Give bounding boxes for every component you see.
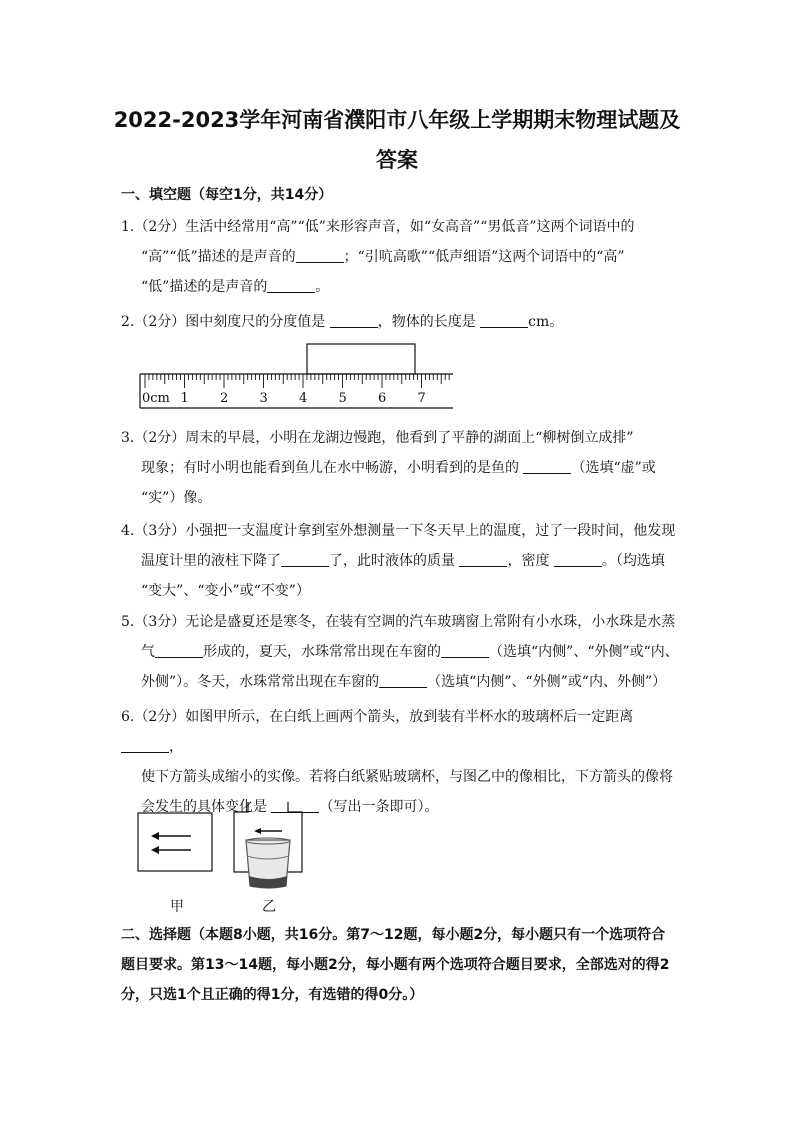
q1-line-3	[121, 272, 681, 302]
question-5	[121, 607, 681, 697]
caption-yi: 乙	[262, 899, 276, 915]
ruler-label: 1	[180, 391, 189, 406]
q6-blank-1	[121, 738, 169, 753]
q5-text-3a: 外侧”）。冬天，水珠常常出现在车窗的	[141, 674, 380, 690]
q5-line-1: 5.（3分）无论是盛夏还是寒冬，在装有空调的汽车玻璃窗上常附有小水珠，小水珠是水蒸	[121, 614, 676, 630]
section-2-line-1: 二、选择题（本题8小题，共16分。第7～12题，每小题2分，每小题只有一个选项符合	[121, 927, 666, 943]
q5-text-2b: 形成的，夏天，水珠常常出现在车窗的	[203, 644, 441, 660]
q2-text-c: cm。	[528, 314, 564, 330]
q4-text-2b: 了，此时液体的质量	[329, 553, 460, 569]
figure-jia-paper	[137, 812, 215, 874]
q1-line-2	[121, 242, 681, 272]
q3-blank-1	[523, 459, 571, 474]
q4-text-2d: 。（均选填	[601, 553, 665, 569]
q4-text-2a: 温度计里的液柱下降了	[141, 553, 281, 569]
measured-object	[307, 344, 415, 374]
q6-text-3a: 会发生的具体变化是	[141, 799, 272, 815]
question-3	[121, 423, 681, 513]
ruler-label: 2	[220, 391, 229, 406]
q4-line-1: 4.（3分）小强把一支温度计拿到室外想测量一下冬天早上的温度，过了一段时间，他发现	[121, 523, 676, 539]
q5-blank-1	[155, 643, 203, 658]
q5-line-2	[121, 637, 681, 667]
q6-text-1a: 6.（2分）如图甲所示，在白纸上画两个箭头，放到装有半杯水的玻璃杯后一定距离	[121, 709, 634, 725]
water-glass-icon	[246, 838, 290, 888]
q6-text-1b: ，	[169, 739, 183, 755]
q4-text-2c: ，密度	[507, 553, 554, 569]
question-2	[121, 307, 681, 337]
paper-rectangle	[138, 813, 212, 871]
q4-blank-2	[459, 552, 507, 567]
q1-line-1: 1.（2分）生活中经常用“高”“低”来形容声音，如“女高音”“男低音”这两个词语中的	[121, 219, 635, 235]
q5-blank-3	[379, 673, 427, 688]
q3-text-2a: 现象；有时小明也能看到鱼儿在水中畅游，小明看到的是鱼的	[141, 460, 524, 476]
arrow-upper-left-icon	[151, 832, 191, 840]
q2-text-a: 2.（2分）图中刻度尺的分度值是	[121, 314, 330, 330]
ruler-label: 5	[338, 391, 347, 406]
ruler-ticks	[145, 374, 449, 388]
q5-blank-2	[441, 643, 489, 658]
q6-line-1	[121, 702, 681, 762]
figure-yi-glass	[230, 800, 306, 892]
q1-text-2a: “高”“低”描述的是声音的	[141, 249, 296, 265]
q1-blank-2	[267, 278, 315, 293]
q5-text-2c: （选填“内侧”、“外侧”或“内、	[489, 644, 679, 660]
q5-text-3b: （选填“内侧”、“外侧”或“内、外侧”）	[427, 674, 667, 690]
title-line-2: 答案	[376, 148, 418, 172]
ruler-label: 4	[299, 391, 308, 406]
ruler-label: 6	[378, 391, 387, 406]
q3-line-3: “实”）像。	[141, 490, 212, 506]
question-1	[121, 212, 681, 302]
q2-text-b: ，物体的长度是	[377, 314, 481, 330]
section-2-line-2: 题目要求。第13～14题，每小题2分，每小题有两个选项符合题目要求，全部选对的得2	[121, 957, 670, 973]
q5-text-2a: 气	[141, 644, 155, 660]
q4-blank-3	[554, 552, 602, 567]
question-4	[121, 516, 681, 606]
caption-jia: 甲	[170, 899, 184, 915]
section-2-line-3: 分，只选1个且正确的得1分，有选错的得0分。）	[121, 987, 424, 1003]
title-line-1: 2022-2023学年河南省濮阳市八年级上学期期末物理试题及	[113, 108, 681, 132]
ruler-label: 0cm	[142, 391, 170, 406]
document-title	[100, 100, 694, 180]
arrow-lower-left-icon	[151, 846, 191, 854]
q1-blank-1	[296, 248, 344, 263]
arrow-upper-left-icon	[254, 828, 282, 834]
q6-text-3b: （写出一条即可）。	[319, 799, 439, 815]
q4-line-2	[121, 546, 681, 576]
section-2-heading	[121, 920, 693, 1010]
q1-text-2b: ；“引吭高歌”“低声细语”这两个词语中的“高”	[343, 249, 625, 265]
q3-line-1: 3.（2分）周末的早晨，小明在龙湖边慢跑，他看到了平静的湖面上“柳树倒立成排”	[121, 430, 634, 446]
q3-text-2b: （选填“虚”或	[571, 460, 656, 476]
q4-blank-1	[281, 552, 329, 567]
q5-line-3	[121, 667, 681, 697]
q6-line-2: 使下方箭头成缩小的实像。若将白纸紧贴玻璃杯，与图乙中的像相比，下方箭头的像将	[141, 769, 673, 785]
question-6	[121, 702, 681, 822]
q1-text-3a: “低”描述的是声音的	[141, 279, 268, 295]
ruler-label: 7	[417, 391, 426, 406]
q2-blank-1	[330, 313, 378, 328]
q4-line-3: “变大”、“变小”或“不变”）	[141, 583, 310, 599]
section-1-heading: 一、填空题（每空1分，共14分）	[121, 187, 333, 203]
q2-blank-2	[480, 313, 528, 328]
ruler-labels	[142, 391, 426, 406]
ruler-figure	[135, 340, 460, 412]
q1-text-3b: 。	[315, 279, 330, 295]
q3-line-2	[121, 453, 681, 483]
ruler-label: 3	[259, 391, 268, 406]
